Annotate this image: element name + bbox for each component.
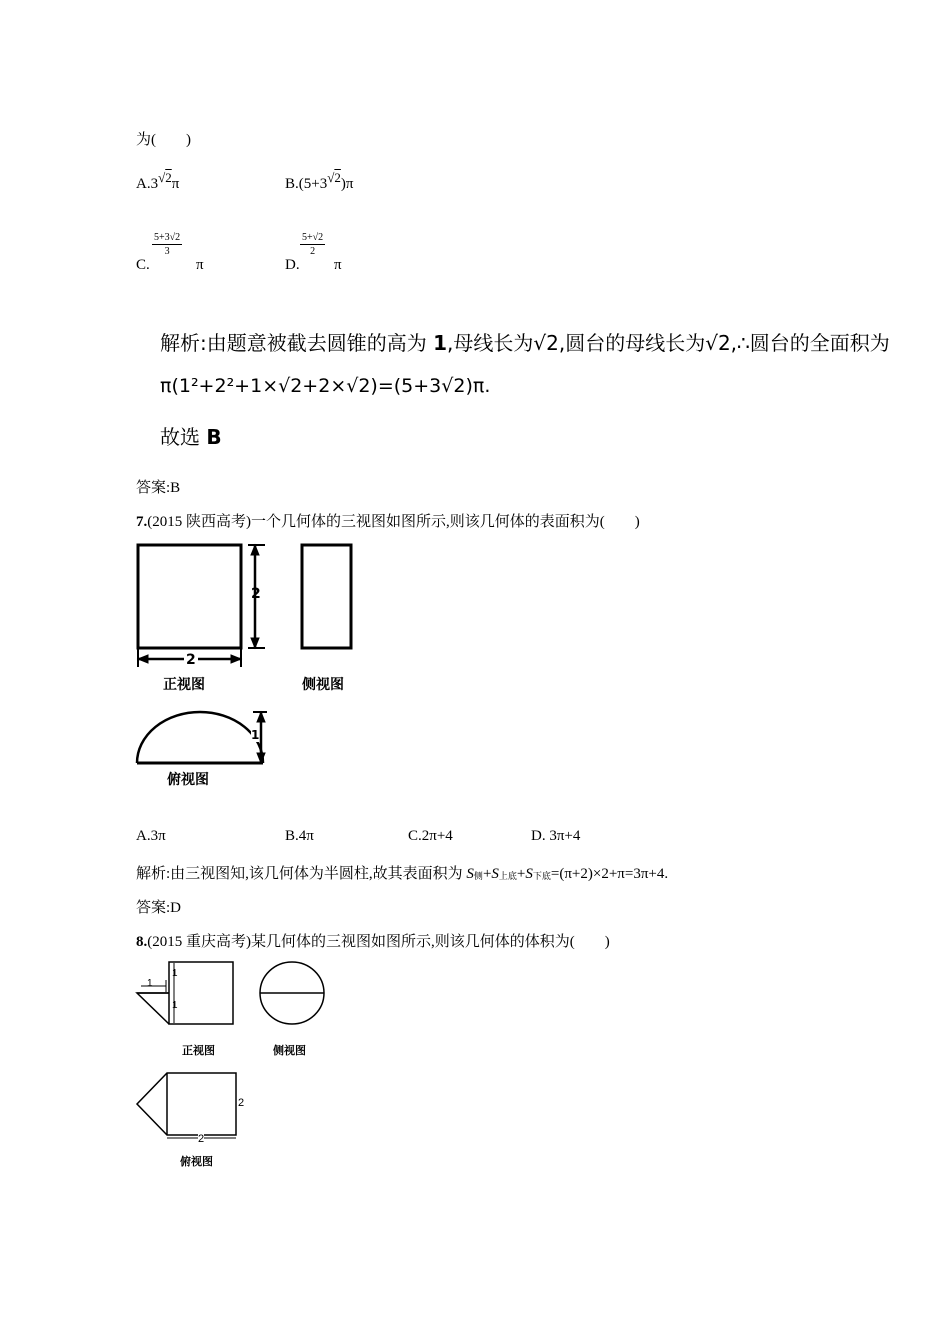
q7-top-view-label: 俯视图 — [167, 772, 209, 788]
q7-analysis-plus1: + — [482, 866, 492, 882]
q6-option-a: $A.3^{√2}\pi$ — [136, 170, 180, 192]
q7-number: 7. — [136, 514, 148, 530]
q7-analysis-s3: S — [525, 866, 533, 882]
q7-analysis-a: 解析:由三视图知,该几何体为半圆柱,故其表面积为 — [136, 866, 467, 882]
q7-dim-height: 2 — [251, 586, 261, 602]
q7-answer: 答案:D — [136, 900, 182, 916]
q7-analysis-plus2: + — [516, 866, 526, 882]
q7-side-view-label: 侧视图 — [302, 677, 344, 693]
q6-analysis-line3-a: 故选 — [160, 425, 207, 449]
q6-option-a-radicand: 2 — [165, 170, 172, 185]
q8-dim-2a: 2 — [238, 1097, 245, 1109]
q8-front-view-triangle — [137, 993, 169, 1024]
q6-option-c-denominator: 3 — [164, 246, 170, 257]
q7-front-view-label: 正视图 — [163, 677, 205, 693]
q6-option-b-suffix: )π — [340, 176, 354, 192]
q7-dim-radius: 1 — [251, 728, 260, 742]
q6-option-b-prefix: B.(5+3 — [285, 176, 328, 192]
q6-stem-tail: 为( ) — [136, 132, 191, 148]
q8-dim-1a: 1 — [147, 978, 153, 989]
q7-analysis-b: =(π+2)×2+π=3π+4. — [550, 866, 669, 882]
q7-option-a: A.3π — [136, 828, 166, 844]
q8-top-view-label: 俯视图 — [180, 1155, 213, 1168]
q8-stem-text: (2015 重庆高考)某几何体的三视图如图所示,则该几何体的体积为( ) — [147, 934, 610, 950]
q7-dim-width: 2 — [186, 652, 196, 668]
q8-number: 8. — [136, 934, 148, 950]
q6-option-b: $B.(5+3^{√2})\pi$ — [285, 170, 354, 192]
q6-analysis-line2: π(1²+2²+1×√2+2×√2)=(5+3√2)π. — [160, 375, 491, 397]
q8-top-view-shape — [137, 1073, 236, 1135]
q6-answer: 答案:B — [136, 480, 181, 496]
q6-option-a-prefix: A.3 — [136, 176, 159, 192]
q6-option-d-numerator: 5+√2 — [302, 232, 324, 243]
q6-option-b-radicand: 2 — [334, 170, 341, 185]
q6-option-d-prefix: D. — [285, 257, 300, 273]
q7-option-c: C.2π+4 — [408, 828, 453, 844]
q6-option-c-suffix: π — [196, 257, 204, 273]
q8-dim-1c: 1 — [172, 1000, 178, 1011]
q6-option-a-suffix: π — [171, 176, 180, 192]
q8-dim-2b: 2 — [198, 1133, 205, 1145]
q7-analysis-sub2: 上底 — [498, 871, 517, 881]
q8-dim-1b: 1 — [172, 968, 178, 979]
q6-option-d-suffix: π — [334, 257, 342, 273]
q6-analysis-line1-a: 解析:由题意被截去圆锥的高为 — [160, 331, 434, 355]
q6-option-d-denominator: 2 — [310, 246, 316, 257]
q7-analysis-s1: S — [466, 866, 474, 882]
q7-analysis-sub1: 侧 — [473, 871, 483, 881]
q7-stem-text: (2015 陕西高考)一个几何体的三视图如图所示,则该几何体的表面积为( ) — [147, 514, 640, 530]
q6-analysis-line1-b: 1 — [433, 331, 448, 355]
q8-side-view-label: 侧视图 — [273, 1044, 306, 1057]
q8-front-view-square — [169, 962, 233, 1024]
q6-option-c-numerator: 5+3√2 — [154, 232, 181, 243]
q6-analysis-line3-b: B — [206, 425, 222, 449]
q6-option-c-prefix: C. — [136, 257, 150, 273]
q8-front-view-label: 正视图 — [182, 1044, 215, 1057]
q7-analysis-s2: S — [491, 866, 499, 882]
q7-option-d: D. 3π+4 — [531, 828, 581, 844]
q7-option-b: B.4π — [285, 828, 314, 844]
q6-analysis-line1-c: ,母线长为√2,圆台的母线长为√2,∴圆台的全面积为 — [447, 331, 890, 355]
q7-analysis-sub3: 下底 — [532, 871, 551, 881]
